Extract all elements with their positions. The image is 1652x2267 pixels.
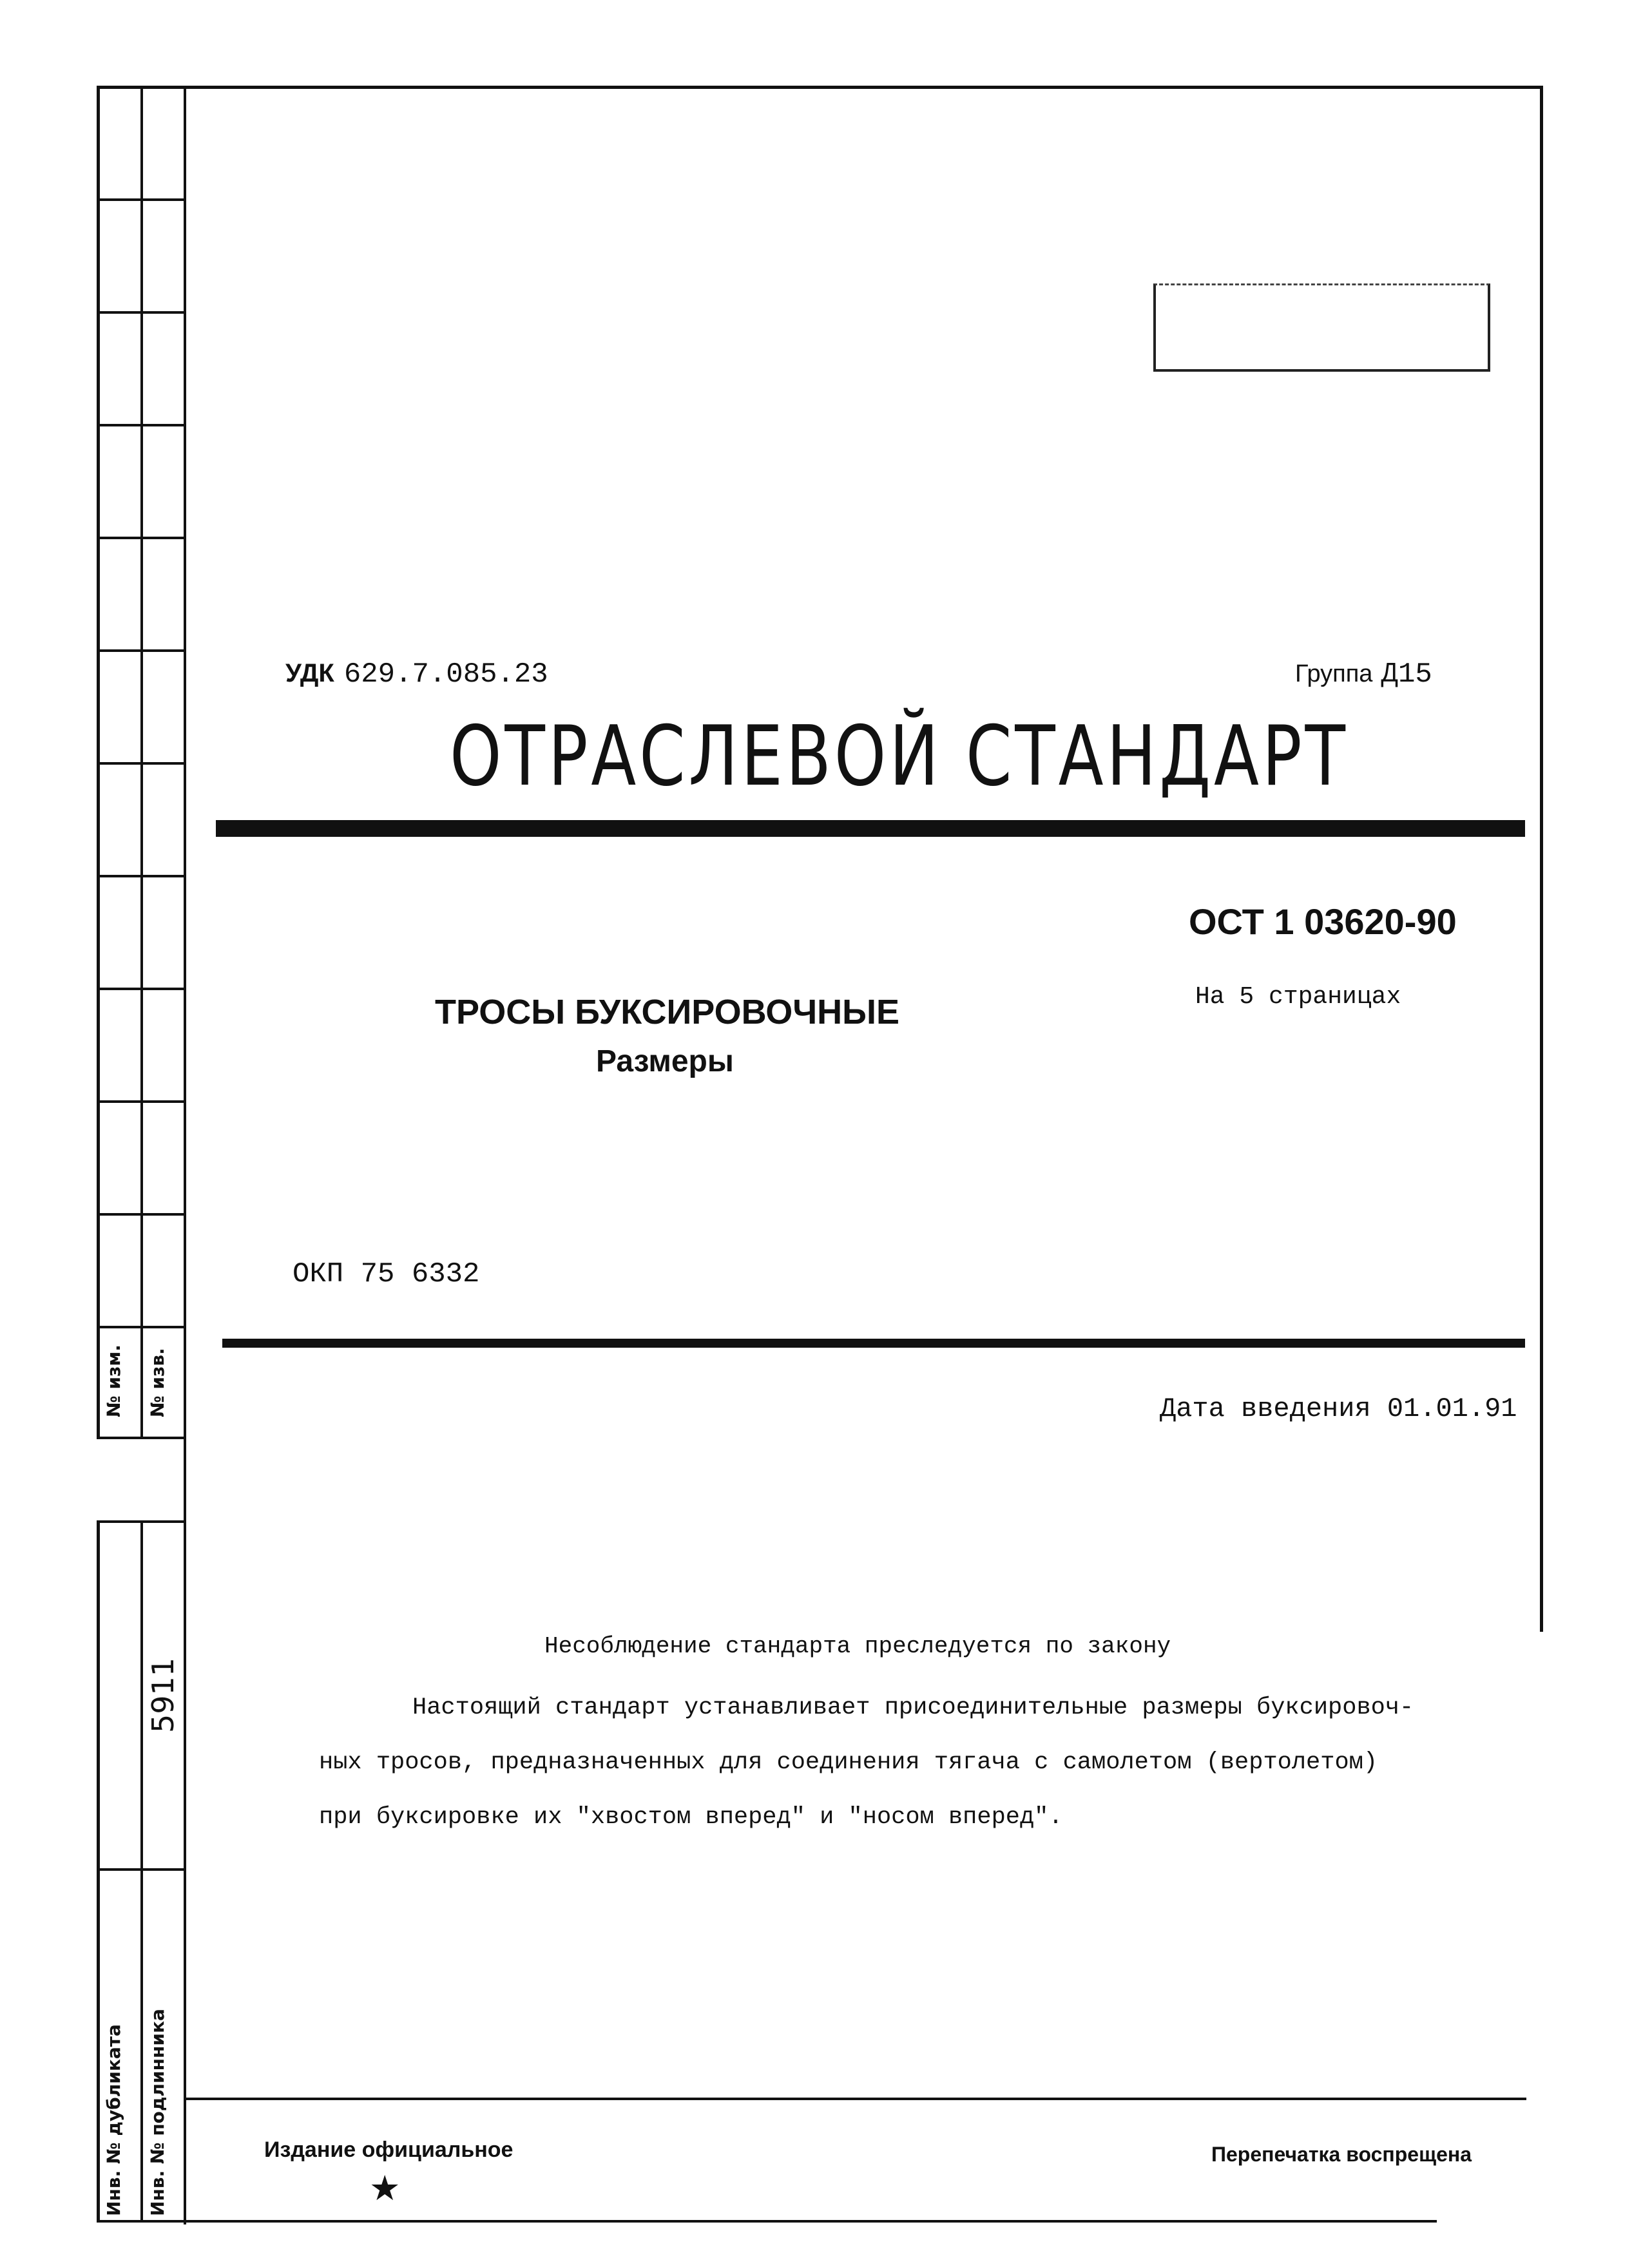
margin-grid-row-line (97, 424, 186, 426)
margin-lower-mid (140, 1520, 143, 2223)
page-title: ОТРАСЛЕВОЙ СТАНДАРТ (450, 709, 1349, 805)
margin-grid-row-line (97, 537, 186, 539)
standard-subname: Размеры (596, 1044, 734, 1078)
margin-label-izv: № изв. (147, 1348, 168, 1417)
margin-grid-row-line (97, 1326, 186, 1328)
margin-grid-row-line (97, 198, 186, 201)
standard-pages: На 5 страницах (1195, 983, 1401, 1011)
effective-date: Дата введения 01.01.91 (1160, 1393, 1517, 1424)
legal-notice: Несоблюдение стандарта преследуется по закону (544, 1633, 1171, 1660)
frame-bottom (97, 2220, 1437, 2223)
body-line-2: ных тросов, предназначенных для соединения тягача с самолетом (вертолетом) (319, 1749, 1378, 1776)
okp-rule (222, 1339, 1525, 1348)
udk-label: УДК (285, 659, 334, 687)
okp-code: ОКП 75 6332 (293, 1258, 480, 1290)
footer-rule (186, 2098, 1526, 2100)
frame-left (184, 86, 186, 2224)
margin-grid-row-line (97, 311, 186, 314)
body-line-1: Настоящий стандарт устанавливает присоединительные размеры буксировоч- (412, 1694, 1414, 1721)
official-edition: Издание официальное (264, 2138, 514, 2162)
margin-grid-row-line (97, 762, 186, 765)
margin-lower-divider (97, 1868, 186, 1871)
margin-grid-row-line (97, 1100, 186, 1103)
margin-lower-top (97, 1520, 186, 1523)
margin-lower-left (97, 1520, 100, 2223)
margin-label-izm: № изм. (103, 1344, 124, 1417)
udk-line (285, 658, 548, 691)
group-label: Группа (1295, 660, 1373, 687)
standard-code: ОСТ 1 03620-90 (1189, 901, 1457, 942)
frame-top (97, 86, 1543, 89)
group-line (1295, 658, 1432, 691)
margin-inv-number: 5911 (146, 1657, 180, 1733)
group-value: Д15 (1381, 658, 1432, 691)
standard-name: ТРОСЫ БУКСИРОВОЧНЫЕ (435, 993, 900, 1031)
body-line-3: при буксировке их ″хвостом вперед″ и ″носом вперед″. (319, 1804, 1063, 1831)
margin-upper-bottom (97, 1437, 186, 1439)
margin-grid-row-line (97, 988, 186, 990)
margin-label-inv-dubl: Инв. № дубликата (103, 2024, 124, 2216)
title-thick-rule (216, 820, 1525, 837)
margin-grid-row-line (97, 875, 186, 877)
margin-grid-row-line (97, 1213, 186, 1216)
registration-stamp (1153, 283, 1490, 372)
margin-grid-row-line (97, 649, 186, 652)
margin-label-inv-podl: Инв. № подлинника (147, 2009, 168, 2216)
udk-value: 629.7.085.23 (343, 658, 548, 691)
frame-right (1540, 86, 1543, 1632)
reprint-prohibited: Перепечатка воспрещена (1211, 2143, 1472, 2166)
star-icon: ★ (369, 2168, 401, 2208)
